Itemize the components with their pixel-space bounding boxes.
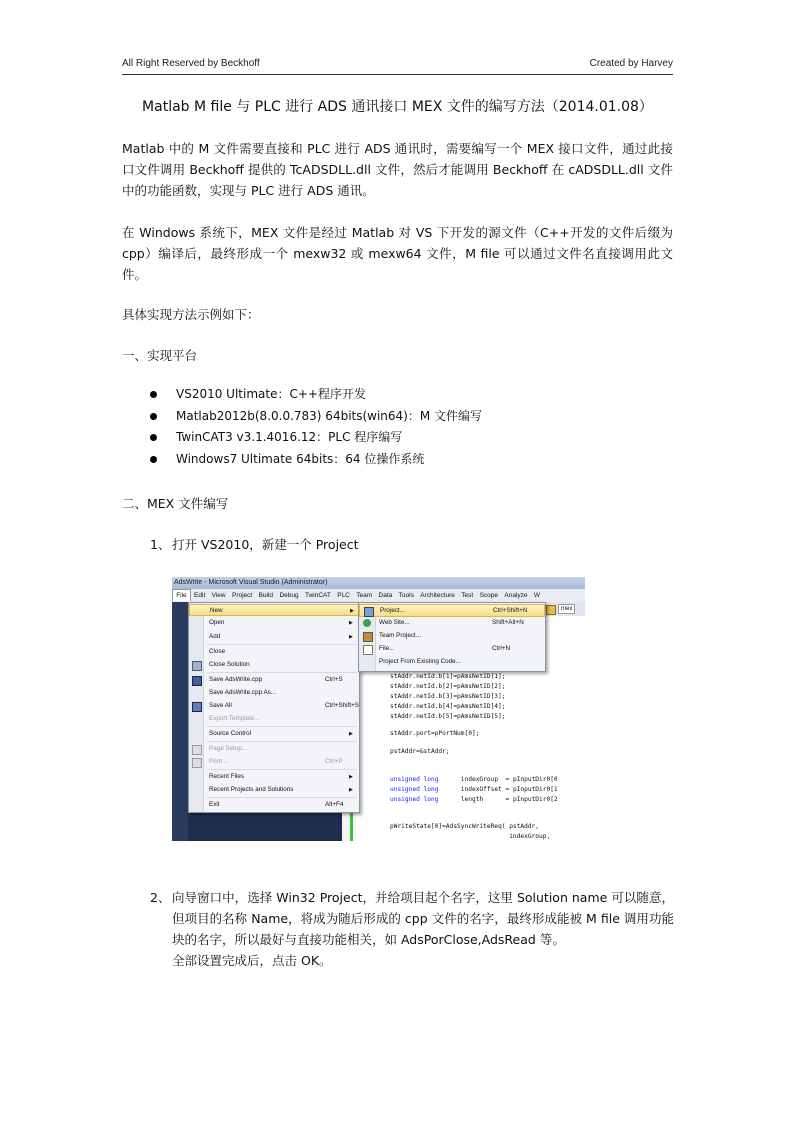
- step-number: 2、: [150, 890, 171, 905]
- menu-item-recent-projects[interactable]: Recent Projects and Solutions ▶: [189, 784, 359, 796]
- menu-edit[interactable]: Edit: [194, 592, 206, 599]
- code-line: stAddr.netId.b[3]=pAmsNetID[3];: [390, 693, 506, 700]
- toolbar-combo[interactable]: mex: [558, 604, 575, 614]
- menu-data[interactable]: Data: [378, 592, 393, 599]
- menu-file[interactable]: File: [172, 589, 191, 601]
- submenu-arrow-icon: ▶: [349, 634, 353, 640]
- document-title: Matlab M file 与 PLC 进行 ADS 通讯接口 MEX 文件的编写方法（2014.01.08）: [142, 99, 653, 115]
- menu-item-source-control[interactable]: Source Control ▶: [189, 728, 359, 740]
- code-line: pWriteState[0]=AdsSyncWriteReq( pstAddr,: [390, 823, 540, 830]
- submenu-item-existing-code[interactable]: Project From Existing Code...: [379, 658, 461, 665]
- section1-heading: 一、实现平台: [122, 348, 198, 363]
- file-icon: [363, 645, 373, 655]
- submenu-arrow-icon: ▶: [349, 787, 353, 793]
- code-line: indexGroup,: [390, 833, 551, 840]
- window-title: AdsWrite - Microsoft Visual Studio (Administrator): [172, 577, 585, 589]
- menu-item-export-template[interactable]: Export Template...: [209, 715, 260, 722]
- globe-icon: [363, 619, 371, 627]
- file-menu: [188, 602, 360, 813]
- menu-tools[interactable]: Tools: [398, 592, 414, 599]
- menu-test[interactable]: Test: [461, 592, 474, 599]
- step-text-finish: 全部设置完成后，点击 OK。: [172, 953, 332, 968]
- menu-debug[interactable]: Debug: [279, 592, 299, 599]
- header-left: All Right Reserved by Beckhoff: [122, 58, 260, 69]
- menu-view[interactable]: View: [211, 592, 226, 599]
- code-line: stAddr.netId.b[2]=pAmsNetID[2];: [390, 683, 506, 690]
- menu-team[interactable]: Team: [356, 592, 373, 599]
- list-item: Matlab2012b(8.0.0.783) 64bits(win64)：M 文件编写: [150, 406, 482, 428]
- submenu-arrow-icon: ▶: [349, 620, 353, 626]
- menu-item-save[interactable]: Save AdsWrite.cpp Ctrl+S: [189, 674, 359, 686]
- menu-item-recent-files[interactable]: Recent Files ▶: [189, 771, 359, 783]
- menu-item-print[interactable]: Print... Ctrl+P: [189, 756, 359, 768]
- step-text: [172, 887, 674, 971]
- list-item: TwinCAT3 v3.1.4016.12：PLC 程序编写: [150, 427, 482, 449]
- submenu-item-file[interactable]: File... Ctrl+N: [359, 643, 545, 656]
- step-1: [150, 534, 673, 555]
- paragraph-intro: Matlab 中的 M 文件需要直接和 PLC 进行 ADS 通讯时，需要编写一个 MEX 接口文件，通过此接口文件调用 Beckhoff 提供的 TcADSDLL.dll 文件，然后才能调用 Beckhoff 在 cADSDLL.dll 文件中的功能函数，实现与 PLC 进行 ADS 通讯。: [122, 141, 673, 198]
- page-header: [122, 58, 673, 74]
- code-line: pstAddr=&stAddr;: [390, 748, 450, 755]
- code-keyword: unsigned long: [390, 786, 439, 793]
- code-text: indexGroup = pInputDir0[0: [438, 776, 558, 783]
- page-setup-icon: [192, 745, 202, 755]
- list-item: VS2010 Ultimate：C++程序开发: [150, 384, 482, 406]
- code-line: [390, 786, 558, 793]
- menu-twincat[interactable]: TwinCAT: [304, 592, 331, 599]
- menu-item-exit[interactable]: Exit Alt+F4: [209, 801, 344, 808]
- menu-item-save-all[interactable]: Save All Ctrl+Shift+S: [189, 700, 359, 712]
- platform-list: [150, 384, 482, 470]
- menu-item-open[interactable]: Open ▶: [189, 617, 359, 629]
- code-keyword: unsigned long: [390, 776, 439, 783]
- menu-architecture[interactable]: Architecture: [420, 592, 455, 599]
- menu-item-close[interactable]: Close: [209, 648, 226, 655]
- submenu-arrow-icon: ▶: [349, 731, 353, 737]
- paragraph-example: 具体实现方法示例如下：: [122, 307, 260, 322]
- menu-build[interactable]: Build: [258, 592, 274, 599]
- code-text: indexOffset = pInputDir0[1: [438, 786, 558, 793]
- code-line: stAddr.netId.b[4]=pAmsNetID[4];: [390, 703, 506, 710]
- step-text: 打开 VS2010，新建一个 Project: [172, 537, 359, 552]
- menu-item-new[interactable]: New ▶: [189, 604, 359, 616]
- step-number: 1、: [150, 537, 171, 552]
- vs2010-screenshot: [172, 577, 585, 841]
- new-submenu: [358, 602, 546, 672]
- step-text-main: 向导窗口中，选择 Win32 Project，并给项目起个名字，这里 Solution name 可以随意，但项目的名称 Name，将成为随后形成的 cpp 文件的名字，最终形成能被 M file 调用功能块的名字，所以最好与直接功能相关，如 AdsPorClose,AdsRead 等。: [172, 890, 674, 947]
- submenu-arrow-icon: ▶: [350, 608, 354, 614]
- menu-window[interactable]: W: [533, 592, 541, 599]
- code-keyword: unsigned long: [390, 796, 439, 803]
- submenu-item-project[interactable]: Project... Ctrl+Shift+N: [359, 604, 545, 617]
- submenu-item-web-site[interactable]: Web Site... Shift+Alt+N: [359, 617, 545, 630]
- menu-item-add[interactable]: Add ▶: [189, 631, 359, 643]
- code-text: length = pInputDir0[2: [438, 796, 558, 803]
- paragraph-mex: 在 Windows 系统下，MEX 文件是经过 Matlab 对 VS 下开发的源文件（C++开发的文件后缀为 cpp）编译后，最终形成一个 mexw32 或 mexw64 文件，M file 可以通过文件名直接调用此文件。: [122, 225, 673, 282]
- save-icon: [192, 676, 202, 686]
- menu-scope[interactable]: Scope: [479, 592, 499, 599]
- toolbar-area: [544, 602, 585, 616]
- header-right: Created by Harvey: [589, 58, 673, 69]
- menu-project[interactable]: Project: [231, 592, 253, 599]
- submenu-item-team-project[interactable]: Team Project...: [359, 630, 545, 643]
- list-item: Windows7 Ultimate 64bits：64 位操作系统: [150, 449, 482, 471]
- code-line: stAddr.netId.b[1]=pAmsNetID[1];: [390, 673, 506, 680]
- header-divider: [122, 74, 673, 75]
- menu-item-save-as[interactable]: Save AdsWrite.cpp As...: [209, 689, 277, 696]
- menu-analyze[interactable]: Analyze: [504, 592, 528, 599]
- team-project-icon: [363, 632, 373, 642]
- code-line: stAddr.port=pPortNum[0];: [390, 730, 480, 737]
- menu-item-page-setup[interactable]: Page Setup...: [189, 743, 359, 755]
- code-line: stAddr.netId.b[5]=pAmsNetID[5];: [390, 713, 506, 720]
- menu-bar: [172, 589, 585, 603]
- toolbar-icon[interactable]: [546, 605, 556, 615]
- print-icon: [192, 758, 202, 768]
- menu-plc[interactable]: PLC: [337, 592, 350, 599]
- step-2: [150, 887, 673, 967]
- section2-heading: 二、MEX 文件编写: [122, 496, 229, 511]
- code-line: [390, 796, 558, 803]
- close-solution-icon: [192, 661, 202, 671]
- left-panel: [172, 602, 188, 841]
- new-project-icon: [364, 607, 374, 617]
- menu-item-close-solution[interactable]: Close Solution: [189, 659, 359, 671]
- save-all-icon: [192, 702, 202, 712]
- code-line: [390, 776, 558, 783]
- submenu-arrow-icon: ▶: [349, 774, 353, 780]
